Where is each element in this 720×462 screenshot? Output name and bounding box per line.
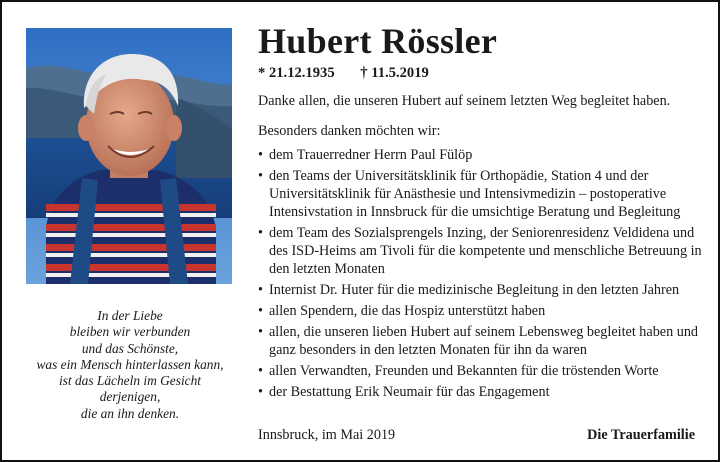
thanks-list	[258, 146, 708, 401]
list-item: • allen Spendern, die das Hospiz unterstützt haben	[258, 302, 708, 320]
life-dates	[258, 64, 708, 82]
list-item: • allen Verwandten, Freunden und Bekannten für die tröstenden Worte	[258, 362, 708, 380]
list-item: • allen, die unseren lieben Hubert auf seinem Lebensweg begleitet haben und ganz besonders in den letzten Monaten für ihn da waren	[258, 323, 708, 359]
list-item: • Internist Dr. Huter für die medizinische Begleitung in den letzten Jahren	[258, 281, 708, 299]
obituary-text	[258, 22, 708, 404]
poem-line: und das Schönste,	[81, 340, 179, 356]
poem-line: was ein Mensch hinterlassen kann,	[36, 356, 224, 372]
poem-line: In der Liebe	[97, 308, 163, 323]
deceased-name: Hubert Rössler	[258, 21, 498, 61]
memorial-poem	[12, 308, 248, 422]
poem-line: derjenigen,	[99, 389, 161, 405]
list-item: • dem Trauerredner Herrn Paul Fülöp	[258, 146, 708, 164]
portrait-photo	[26, 28, 232, 284]
death-date: † 11.5.2019	[360, 65, 429, 81]
signature: Die Trauerfamilie	[587, 427, 695, 443]
poem-line: die an ihn denken.	[80, 405, 180, 421]
poem-line: ist das Lächeln im Gesicht	[58, 373, 202, 389]
list-item: • den Teams der Universitätsklinik für Orthopädie, Station 4 und der Universitätsklinik für Anästhesie und Intensivmedizin – postoperative Intensivstation in Innsbruck für die umsichtige Beratung und Begleitung	[258, 167, 708, 221]
place-date: Innsbruck, im Mai 2019	[258, 427, 396, 443]
list-item: • dem Team des Sozialsprengels Inzing, der Seniorenresidenz Veldidena und des ISD-Heims am Tivoli für die kompetente und menschliche Betreuung in den letzten Monaten	[258, 224, 708, 278]
intro-text: Danke allen, die unseren Hubert auf seinem letzten Weg begleitet haben.	[258, 93, 671, 109]
birth-date: * 21.12.1935	[258, 65, 335, 81]
poem-line: bleiben wir verbunden	[69, 324, 191, 340]
thanks-heading: Besonders danken möchten wir:	[258, 123, 441, 139]
list-item: • der Bestattung Erik Neumair für das Engagement	[258, 383, 708, 401]
